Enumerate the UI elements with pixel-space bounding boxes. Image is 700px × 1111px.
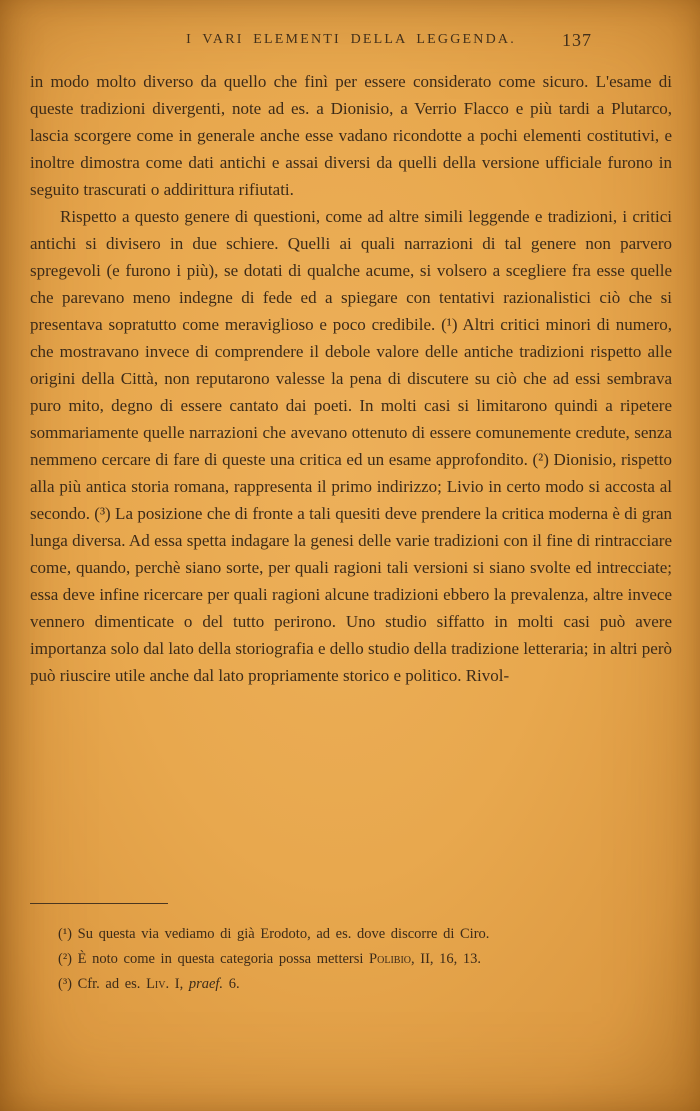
footnote-2-citation: , II, 16, 13. xyxy=(411,951,482,967)
footnote-3-text: (³) Cfr. ad es. xyxy=(58,976,147,992)
running-title: I VARI ELEMENTI DELLA LEGGENDA. xyxy=(186,32,516,47)
footnote-3-book: I, xyxy=(169,976,189,992)
footnotes-section xyxy=(30,922,672,997)
footnote-2-text: (²) È noto come in questa categoria possa mettersi xyxy=(58,951,370,967)
page-number: 137 xyxy=(562,30,592,50)
footnote-3-section: 6. xyxy=(223,976,240,992)
body-text xyxy=(30,68,672,689)
footnote-3 xyxy=(30,972,672,997)
footnote-3-work: praef. xyxy=(188,976,224,992)
footnote-1-text: (¹) Su questa via vediamo di già Erodoto, ad es. dove discorre di Ciro. xyxy=(58,926,490,942)
paragraph-continuation: in modo molto diverso da quello che finì per essere considerato come sicuro. L'esame di queste tradizioni divergenti, note ad es. a Dionisio, a Verrio Flacco e più tardi a Plutarco, lascia scorgere come in generale anche esse vadano ricondotte a pochi elementi costitutivi, e inoltre dimostra come dati antichi e assai diversi da quelli della versione ufficiale furono in seguito trascurati o addirittura rifiutati. xyxy=(30,72,672,199)
paragraph: Rispetto a questo genere di questioni, come ad altre simili leggende e tradizioni, i critici antichi si divisero in due schiere. Quelli ai quali narrazioni di tal genere non parvero spregevoli (e furono i più), se dotati di qualche acume, si volsero a scegliere fra esse quelle che parevano meno indegne di fede ed a spiegare con tentativi razionalistici ciò che si presentava sopratutto come meraviglioso e poco credibile. (¹) Altri critici minori di numero, che mostravano invece di comprendere il debole valore delle antiche tradizioni rispetto alle origini della Città, non reputarono valesse la pena di discutere su ciò che ad essi sembrava puro mito, degno di essere cantato dai poeti. In molti casi si limitarono quindi a ripetere sommariamente quelle narrazioni che avevano ottenuto di essere comunemente credute, senza nemmeno cercare di fare di queste una critica ed un esame approfondito. (²) Dionisio, rispetto alla più antica storia romana, rappresenta il primo indirizzo; Livio in certo modo si accosta al secondo. (³) La posizione che di fronte a tali quesiti deve prendere la critica moderna è di gran lunga diversa. Ad essa spetta indagare la genesi delle varie tradizioni con il fine di rintracciare come, quando, perchè siano sorte, per quali ragioni tali versioni si siano svolte ed intrecciate; essa deve infine ricercare per quali ragioni alcune tradizioni ebbero la prevalenza, altre invece vennero dimenticate o del tutto perirono. Uno studio siffatto in molti casi può avere importanza solo dal lato della storiografia e dello studio della tradizione letteraria; in altri però può riuscire utile anche dal lato propriamente storico e politico. Rivol- xyxy=(30,207,672,685)
page-header xyxy=(30,32,672,56)
footnote-separator xyxy=(30,903,168,904)
footnote-2-author: Polibio xyxy=(369,951,411,967)
footnote-3-author: Liv. xyxy=(146,976,170,992)
footnote-1 xyxy=(30,922,672,947)
footnote-2 xyxy=(30,947,672,972)
